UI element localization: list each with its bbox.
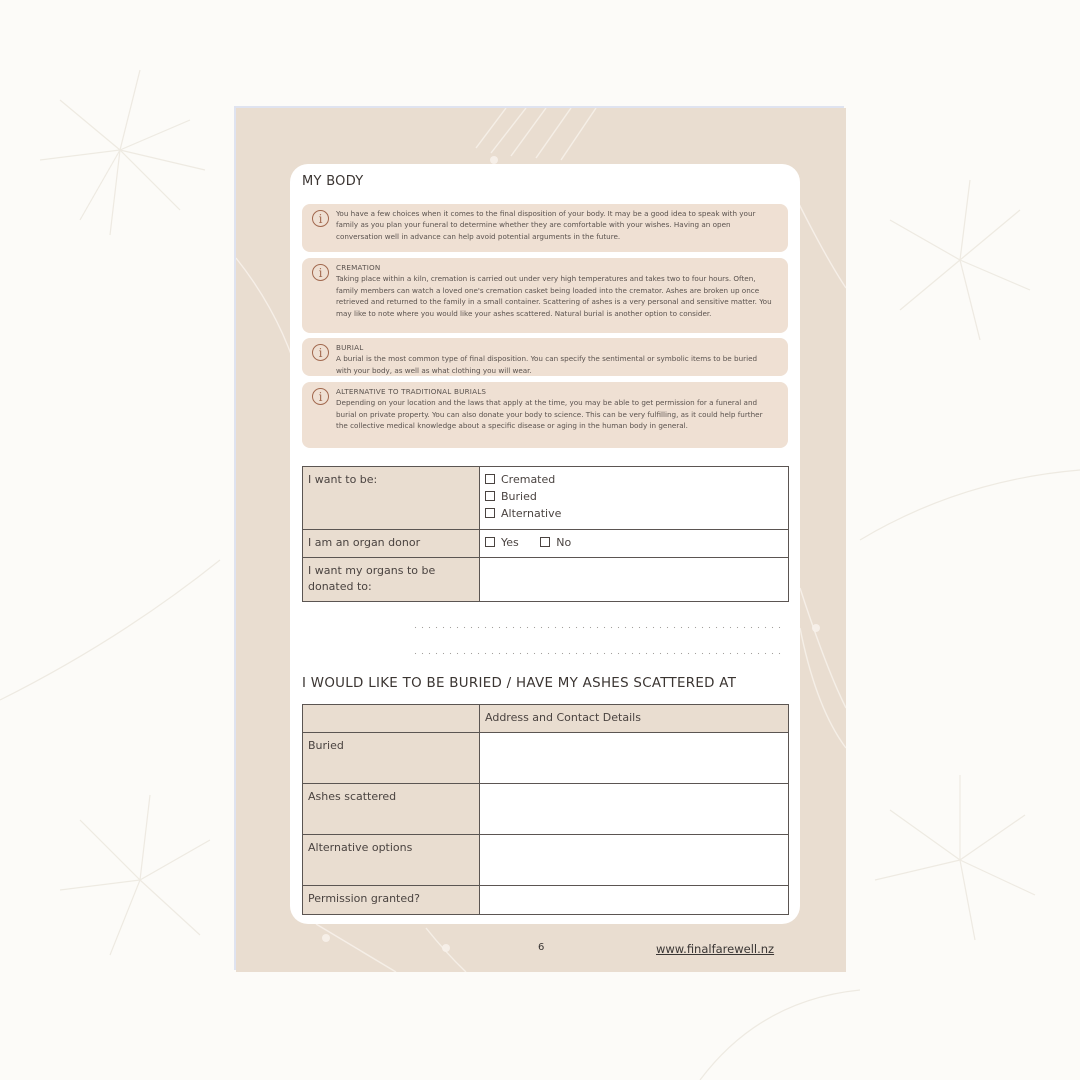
- info-icon: i: [312, 264, 329, 281]
- wishes-table: [302, 466, 789, 602]
- info-box-title: BURIAL: [336, 343, 364, 352]
- dotted-line: [412, 652, 782, 655]
- info-box-text: Depending on your location and the laws that apply at the time, you may be able to get permission for a funeral and burial on private property. You can also donate your body to science. This can be very fulfilling, as it could help further the collective medical knowledge about a specific disease or aging in the human body in general.: [336, 398, 763, 431]
- info-icon: i: [312, 388, 329, 405]
- checkbox-icon[interactable]: [485, 491, 495, 501]
- burial-table: [302, 704, 789, 915]
- burial-section-title: I WOULD LIKE TO BE BURIED / HAVE MY ASHES SCATTERED AT: [302, 676, 737, 691]
- row-label-ashes-scattered: Ashes scattered: [303, 784, 480, 835]
- info-box-intro: [302, 204, 788, 252]
- want-to-be-label: I want to be:: [303, 467, 480, 530]
- section-title: MY BODY: [302, 174, 364, 189]
- row-label-buried: Buried: [303, 733, 480, 784]
- ashes-scattered-details-field[interactable]: [480, 784, 789, 835]
- organ-donor-options: [480, 530, 789, 558]
- info-icon: i: [312, 344, 329, 361]
- organs-donated-to-label: I want my organs to be donated to:: [303, 558, 480, 602]
- option-cremated[interactable]: Cremated: [485, 472, 783, 489]
- info-box-cremation: [302, 258, 788, 333]
- info-box-alternative: [302, 382, 788, 448]
- dotted-line: [412, 626, 782, 629]
- checkbox-icon[interactable]: [485, 508, 495, 518]
- row-label-permission-granted: Permission granted?: [303, 886, 480, 915]
- info-box-burial: [302, 338, 788, 376]
- page-number: 6: [538, 942, 545, 953]
- organs-donated-to-field[interactable]: [480, 558, 789, 602]
- header-blank-cell: [303, 705, 480, 733]
- option-buried[interactable]: Buried: [485, 489, 783, 506]
- booklet-page: [236, 108, 846, 972]
- option-no[interactable]: No: [540, 535, 571, 551]
- alternative-options-details-field[interactable]: [480, 835, 789, 886]
- option-alternative[interactable]: Alternative: [485, 506, 783, 523]
- permission-granted-field[interactable]: [480, 886, 789, 915]
- info-box-title: CREMATION: [336, 263, 381, 272]
- website-link[interactable]: www.finalfarewell.nz: [656, 942, 775, 956]
- checkbox-icon[interactable]: [485, 474, 495, 484]
- info-box-text: Taking place within a kiln, cremation is carried out under very high temperatures and takes two to four hours. Often, family members can watch a loved one's cremation casket being loaded into the cremator. Ashes are broken up once retrieved and returned to the family in a small container. Scattering of ashes is a very personal and sensitive matter. You may like to note where you would like your ashes scattered. Natural burial is another option to consider.: [336, 274, 772, 318]
- content-card: [290, 164, 800, 924]
- buried-details-field[interactable]: [480, 733, 789, 784]
- option-yes[interactable]: Yes: [485, 535, 519, 551]
- info-box-title: ALTERNATIVE TO TRADITIONAL BURIALS: [336, 387, 487, 396]
- info-icon: i: [312, 210, 329, 227]
- checkbox-icon[interactable]: [485, 537, 495, 547]
- organ-donor-label: I am an organ donor: [303, 530, 480, 558]
- info-box-text: You have a few choices when it comes to the final disposition of your body. It may be a good idea to speak with your family as you plan your funeral to determine whether they are comfortable with your wishes. Having an open conversation well in advance can help avoid potential arguments in the future.: [336, 209, 756, 241]
- checkbox-icon[interactable]: [540, 537, 550, 547]
- disposition-options: [480, 467, 789, 530]
- info-box-text: A burial is the most common type of final disposition. You can specify the sentimental or symbolic items to be buried with your body, as well as what clothing you will wear.: [336, 354, 758, 375]
- row-label-alternative-options: Alternative options: [303, 835, 480, 886]
- dandelion-motif: [40, 70, 205, 235]
- address-contact-header: Address and Contact Details: [480, 705, 789, 733]
